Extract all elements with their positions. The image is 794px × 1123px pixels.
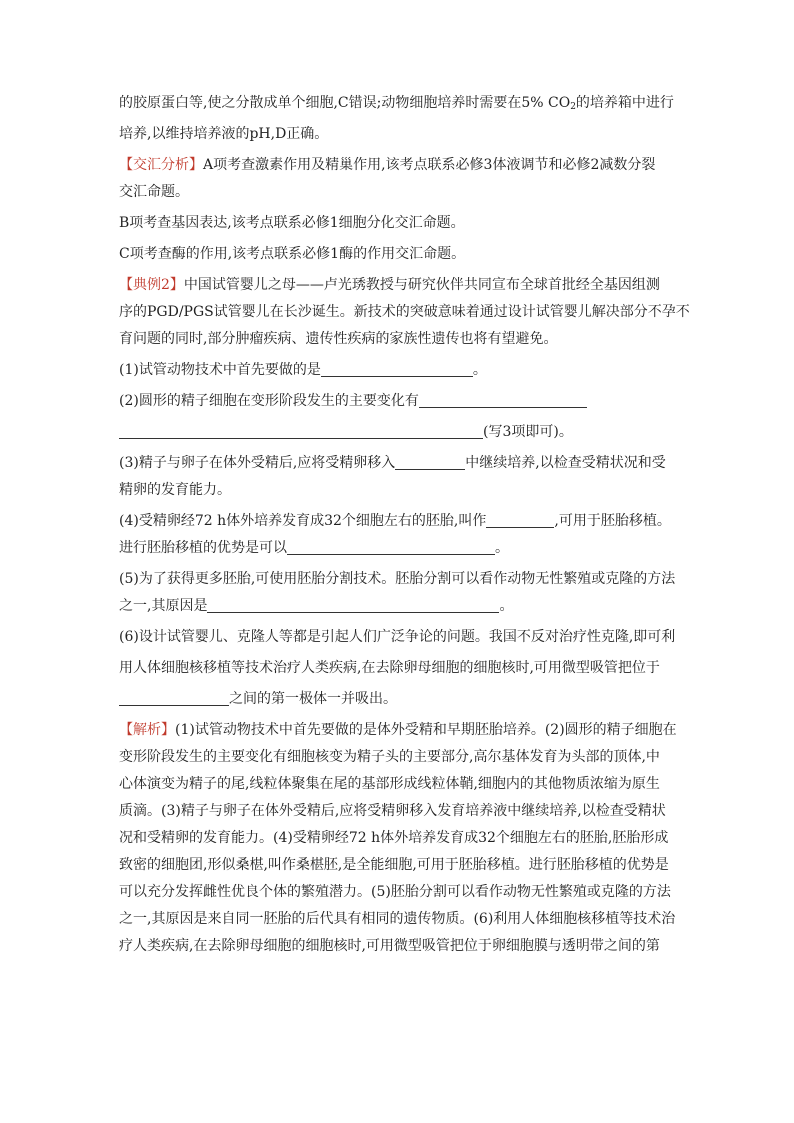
answer-blank-5[interactable] — [207, 597, 499, 613]
analysis-line-5: 况和受精卵的发育能力。(4)受精卵经72 h体外培养发育成32个细胞左右的胚胎,胚胎形成 — [119, 830, 669, 846]
question-3-line-1: (3)精子与卵子在体外受精后,应将受精卵移入 中继续培养,以检查受精状况和受 — [119, 455, 666, 471]
analysis-line-3: 心体演变为精子的尾,线粒体聚集在尾的基部形成线粒体鞘,细胞内的其他物质浓缩为原生 — [119, 776, 660, 792]
question-6-line-1: (6)设计试管婴儿、克隆人等都是引起人们广泛争论的问题。我国不反对治疗性克隆,即可利 — [119, 629, 676, 645]
cross-analysis-line-2: 交汇命题。 — [119, 184, 189, 200]
answer-blank-4b[interactable] — [287, 539, 495, 555]
example-line-3: 育问题的同时,部分肿瘤疾病、遗传性疾病的家族性遗传也将有望避免。 — [119, 331, 558, 347]
cross-analysis-line-3: B项考查基因表达,该考点联系必修1细胞分化交汇命题。 — [119, 215, 465, 231]
analysis-line-7: 可以充分发挥雌性优良个体的繁殖潜力。(5)胚胎分割可以看作动物无性繁殖或克隆的方法 — [119, 884, 671, 900]
question-2-line-2: (写3项即可)。 — [119, 422, 679, 443]
question-5-line-2: 之一,其原因是 。 — [119, 598, 514, 614]
analysis-line-2: 变形阶段发生的主要变化有细胞核变为精子头的主要部分,高尔基体发育为头部的顶体,中 — [119, 749, 660, 765]
cross-analysis-line-4: C项考查酶的作用,该考点联系必修1酶的作用交汇命题。 — [119, 246, 466, 262]
answer-blank-1[interactable] — [321, 361, 473, 377]
cross-analysis-tag: 【交汇分析】 — [119, 157, 203, 173]
answer-blank-4a[interactable] — [486, 512, 554, 528]
analysis-line-4: 质滴。(3)精子与卵子在体外受精后,应将受精卵移入发育培养液中继续培养,以检查受精状 — [119, 803, 666, 819]
question-1: (1)试管动物技术中首先要做的是 。 — [119, 362, 487, 378]
answer-blank-2b[interactable] — [119, 423, 483, 439]
analysis-tag: 【解析】 — [119, 722, 175, 738]
prev-line-2: 培养,以维持培养液的pH,D正确。 — [119, 126, 329, 142]
question-4-line-1: (4)受精卵经72 h体外培养发育成32个细胞左右的胚胎,叫作 ,可用于胚胎移植。 — [119, 513, 671, 529]
example-tag: 【典例2】 — [119, 277, 184, 293]
answer-blank-6[interactable] — [119, 690, 229, 706]
question-3-line-2: 精卵的发育能力。 — [119, 482, 231, 498]
answer-blank-2a[interactable] — [419, 392, 587, 408]
analysis-line-6: 致密的细胞团,形似桑椹,叫作桑椹胚,是全能细胞,可用于胚胎移植。进行胚胎移植的优势是 — [119, 857, 669, 873]
example-line-1: 【典例2】中国试管婴儿之母——卢光琇教授与研究伙伴共同宣布全球首批经全基因组测 — [119, 277, 660, 293]
document-page — [119, 93, 690, 957]
analysis-line-1: 【解析】(1)试管动物技术中首先要做的是体外受精和早期胚胎培养。(2)圆形的精子细胞在 — [119, 722, 677, 738]
question-6-line-3: 之间的第一极体一并吸出。 — [119, 689, 679, 710]
analysis-line-8: 之一,其原因是来自同一胚胎的后代具有相同的遗传物质。(6)利用人体细胞核移植等技术治 — [119, 911, 676, 927]
question-5-line-1: (5)为了获得更多胚胎,可使用胚胎分割技术。胚胎分割可以看作动物无性繁殖或克隆的方法 — [119, 571, 676, 587]
answer-blank-3[interactable] — [395, 454, 465, 470]
analysis-line-9: 疗人类疾病,在去除卵母细胞的细胞核时,可用微型吸管把位于卵细胞膜与透明带之间的第 — [119, 938, 660, 954]
question-2-line-1: (2)圆形的精子细胞在变形阶段发生的主要变化有 — [119, 391, 679, 412]
question-6-line-2: 用人体细胞核移植等技术治疗人类疾病,在去除卵母细胞的细胞核时,可用微型吸管把位于 — [119, 660, 660, 676]
question-4-line-2: 进行胚胎移植的优势是可以 。 — [119, 540, 509, 556]
cross-analysis-line-1: 【交汇分析】A项考查激素作用及精巢作用,该考点联系必修3体液调节和必修2减数分裂 — [119, 157, 656, 173]
example-line-2: 序的PGD/PGS试管婴儿在长沙诞生。新技术的突破意味着通过设计试管婴儿解决部分不孕不 — [119, 304, 690, 320]
prev-line-1: 的胶原蛋白等,使之分散成单个细胞,C错误;动物细胞培养时需要在5% $CO_2$的培养箱中进行 — [119, 95, 674, 112]
